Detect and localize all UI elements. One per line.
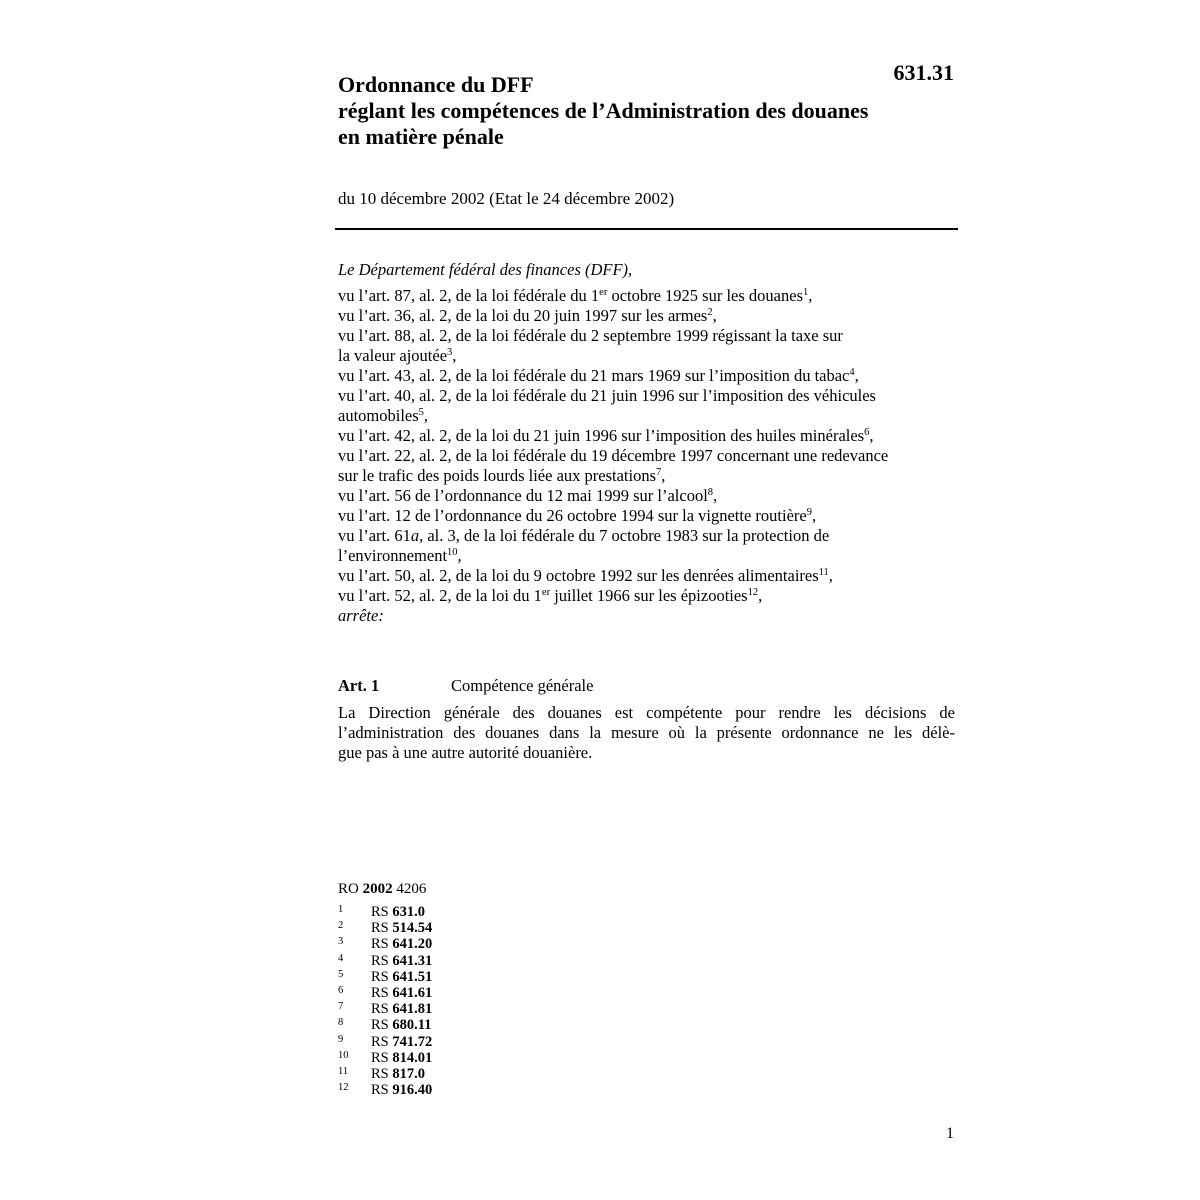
preamble-text: sur le trafic des poids lourds liée aux prestations bbox=[338, 466, 657, 485]
footnote-ref[interactable]: 12 bbox=[747, 587, 759, 598]
footnote-prefix: RS bbox=[371, 1082, 389, 1099]
preamble-text: vu l’art. 43, al. 2, de la loi fédérale du 21 mars 1969 sur l’imposition du tabac bbox=[338, 366, 850, 385]
ro-page: 4206 bbox=[396, 881, 427, 897]
footnote-number: 10 bbox=[338, 1049, 349, 1061]
preamble-line: vu l’art. 88, al. 2, de la loi fédérale du 2 septembre 1999 régissant la taxe sur bbox=[338, 326, 843, 345]
footnote-ref[interactable]: 10 bbox=[447, 547, 458, 558]
footnote-item bbox=[338, 951, 432, 967]
footnote-ref-value: 641.61 bbox=[392, 984, 433, 1001]
footnote-text bbox=[371, 1082, 432, 1098]
footnote-ref-value: 680.11 bbox=[392, 1017, 432, 1034]
footnote-item bbox=[338, 1032, 432, 1048]
footnote-number: 7 bbox=[338, 1001, 344, 1013]
footnote-ref[interactable]: 3 bbox=[447, 347, 453, 358]
footnote-ref[interactable]: 7 bbox=[656, 467, 662, 478]
footnote-number: 1 bbox=[338, 904, 344, 915]
preamble-line: vu l’art. 22, al. 2, de la loi fédérale du 19 décembre 1997 concernant une redevance bbox=[338, 446, 889, 465]
title-line-1: Ordonnance du DFF bbox=[338, 72, 534, 97]
preamble-text: al. 3, de la loi fédérale du 7 octobre 1983 sur la protection de bbox=[423, 526, 830, 545]
footnote-item bbox=[338, 967, 432, 983]
preamble-text: vu l’art. 12 de l’ordonnance du 26 octobre 1994 sur la vignette routière bbox=[338, 506, 807, 525]
footnote-prefix: RS bbox=[371, 1017, 389, 1034]
footnote-ref-value: 631.0 bbox=[392, 904, 425, 920]
date-status-line: du 10 décembre 2002 (Etat le 24 décembre 2002) bbox=[338, 189, 675, 208]
article-1-body bbox=[338, 703, 955, 763]
footnote-number: 4 bbox=[338, 952, 344, 964]
preamble-line bbox=[338, 286, 958, 306]
preamble-line bbox=[338, 526, 958, 546]
footnote-item bbox=[338, 918, 433, 937]
preamble-line: vu l’art. 12 de l’ordonnance du 26 octobre 1994 sur la vignette routière$^9$, bbox=[338, 506, 817, 525]
footnote-prefix: RS bbox=[371, 936, 389, 953]
footnote-item bbox=[338, 999, 433, 1018]
preamble-text: vu l’art. 52, al. 2, de la loi du 1 bbox=[338, 586, 542, 605]
preamble-text: , bbox=[808, 286, 813, 305]
footnote-item bbox=[338, 1064, 432, 1080]
ro-prefix: RO bbox=[338, 881, 359, 897]
preamble bbox=[338, 260, 958, 626]
document-title bbox=[338, 72, 938, 150]
footnote-ref-value: 641.51 bbox=[392, 968, 433, 985]
footnote-prefix: RS bbox=[371, 1033, 389, 1050]
title-line-3: en matière pénale bbox=[338, 124, 504, 149]
preamble-line: la valeur ajoutée$^3$, bbox=[338, 346, 457, 365]
footnote-ref[interactable]: 2 bbox=[707, 307, 713, 318]
preamble-text: l’environnement bbox=[338, 546, 448, 565]
article-line: l’administration des douanes dans la mesure où la présente ordonnance ne les délè- bbox=[338, 723, 955, 742]
footnote-ref-value: 514.54 bbox=[392, 920, 433, 937]
preamble-text: vu l’art. 50, al. 2, de la loi du 9 octobre 1992 sur les denrées alimentaires bbox=[338, 566, 819, 585]
footnote-item bbox=[338, 1015, 432, 1034]
preamble-text: vu l’art. 56 de l’ordonnance du 12 mai 1999 sur l’alcool bbox=[338, 486, 708, 505]
footnote-prefix: RS bbox=[371, 904, 389, 920]
preamble-italic: a, bbox=[410, 526, 424, 545]
preamble-text: la valeur ajoutée bbox=[338, 346, 448, 365]
header-divider bbox=[335, 228, 958, 230]
preamble-line: vu l’art. 43, al. 2, de la loi fédérale du 21 mars 1969 sur l’imposition du tabac$^4$, bbox=[338, 366, 859, 385]
footnote-number: 5 bbox=[338, 968, 344, 980]
footnote-prefix: RS bbox=[371, 1065, 389, 1082]
footnote-ref-value: 814.01 bbox=[392, 1049, 433, 1066]
footnote-item bbox=[338, 1048, 432, 1064]
footnote-ref-value: 741.72 bbox=[392, 1033, 433, 1050]
footnote-ref-value: 817.0 bbox=[392, 1065, 425, 1082]
preamble-department: Le Département fédéral des finances (DFF), bbox=[338, 260, 633, 279]
article-line: La Direction générale des douanes est compétente pour rendre les décisions de bbox=[338, 703, 955, 722]
preamble-text: juillet 1966 sur les épizooties bbox=[550, 586, 748, 605]
footnote-item bbox=[338, 934, 433, 953]
ro-year: 2002 bbox=[362, 881, 393, 897]
footnote-number: 11 bbox=[338, 1065, 349, 1077]
footnote-ref[interactable]: 4 bbox=[849, 367, 855, 378]
preamble-line: l’environnement$^{10}$, bbox=[338, 546, 462, 565]
footnote-ref-value: 641.81 bbox=[392, 1001, 433, 1018]
title-line-2: réglant les compétences de l’Administration des douanes bbox=[338, 98, 869, 123]
footnotes-list bbox=[338, 902, 433, 1099]
footnote-number: 8 bbox=[338, 1017, 344, 1029]
ordinal-sup: er bbox=[541, 587, 551, 598]
footnote-ref-value: 641.20 bbox=[392, 936, 433, 953]
footnote-ref[interactable]: 6 bbox=[864, 427, 870, 438]
preamble-line: vu l’art. 50, al. 2, de la loi du 9 octobre 1992 sur les denrées alimentaires$^{11}$, bbox=[338, 566, 833, 585]
preamble-line: vu l’art. 36, al. 2, de la loi du 20 juin 1997 sur les armes$^2$, bbox=[338, 306, 717, 325]
document-number: 631.31 bbox=[893, 60, 954, 85]
footnote-number: 12 bbox=[338, 1082, 349, 1094]
preamble-text: vu l’art. 87, al. 2, de la loi fédérale du 1 bbox=[338, 286, 600, 305]
footnote-number: 2 bbox=[338, 920, 344, 932]
footnote-ref[interactable]: 5 bbox=[418, 407, 424, 418]
footnote-prefix: RS bbox=[371, 1049, 389, 1066]
footnote-number: 3 bbox=[338, 936, 344, 948]
footnote-ref[interactable]: 11 bbox=[818, 567, 829, 578]
footnote-prefix: RS bbox=[371, 952, 389, 969]
preamble-line: vu l’art. 40, al. 2, de la loi fédérale du 21 juin 1996 sur l’imposition des véhicules bbox=[338, 386, 876, 405]
footnote-prefix: RS bbox=[371, 920, 389, 937]
preamble-line: vu l’art. 56 de l’ordonnance du 12 mai 1999 sur l’alcool$^8$, bbox=[338, 486, 718, 505]
preamble-arrete: arrête: bbox=[338, 606, 384, 625]
preamble-line: vu l’art. 52, al. 2, de la loi du 1er juillet 1966 sur les épizooties$^{12}$, bbox=[338, 586, 763, 605]
preamble-text: vu l’art. 36, al. 2, de la loi du 20 juin 1997 sur les armes bbox=[338, 306, 708, 325]
article-1-heading bbox=[338, 676, 593, 696]
footnote-prefix: RS bbox=[371, 1001, 389, 1018]
preamble-text: vu l’art. 42, al. 2, de la loi du 21 juin 1996 sur l’imposition des huiles minérales bbox=[338, 426, 865, 445]
footnote-ref[interactable]: 8 bbox=[707, 487, 714, 498]
footnote-ref-value: 916.40 bbox=[392, 1082, 433, 1099]
footnote-ref[interactable]: 1 bbox=[803, 287, 809, 298]
footnote-number: 6 bbox=[338, 984, 344, 996]
ro-reference bbox=[338, 880, 426, 898]
preamble-text: automobiles bbox=[338, 406, 419, 425]
preamble-text: octobre 1925 sur les douanes bbox=[607, 286, 803, 305]
footnote-item bbox=[338, 1080, 433, 1099]
article-number: Art. 1 bbox=[338, 676, 380, 695]
footnote-ref-value: 641.31 bbox=[392, 952, 433, 969]
page-number: 1 bbox=[946, 1125, 954, 1142]
preamble-line: vu l’art. 42, al. 2, de la loi du 21 juin 1996 sur l’imposition des huiles minérales$^6$, bbox=[338, 426, 874, 445]
preamble-text: vu l’art. 61 bbox=[338, 526, 411, 545]
footnote-text bbox=[371, 1017, 431, 1033]
preamble-line: sur le trafic des poids lourds liée aux prestations$^7$, bbox=[338, 466, 666, 485]
preamble-line: automobiles$^5$, bbox=[338, 406, 429, 425]
footnote-prefix: RS bbox=[371, 984, 389, 1001]
article-title: Compétence générale bbox=[451, 676, 594, 695]
footnote-ref[interactable]: 9 bbox=[806, 507, 812, 518]
footnote-number: 9 bbox=[338, 1033, 344, 1045]
footnote-prefix: RS bbox=[371, 968, 389, 985]
article-line: gue pas à une autre autorité douanière. bbox=[338, 743, 593, 762]
footnote-text bbox=[371, 936, 432, 952]
footnote-item bbox=[338, 983, 432, 999]
footnote-item bbox=[338, 902, 432, 918]
ordinal-sup: er bbox=[599, 287, 608, 298]
